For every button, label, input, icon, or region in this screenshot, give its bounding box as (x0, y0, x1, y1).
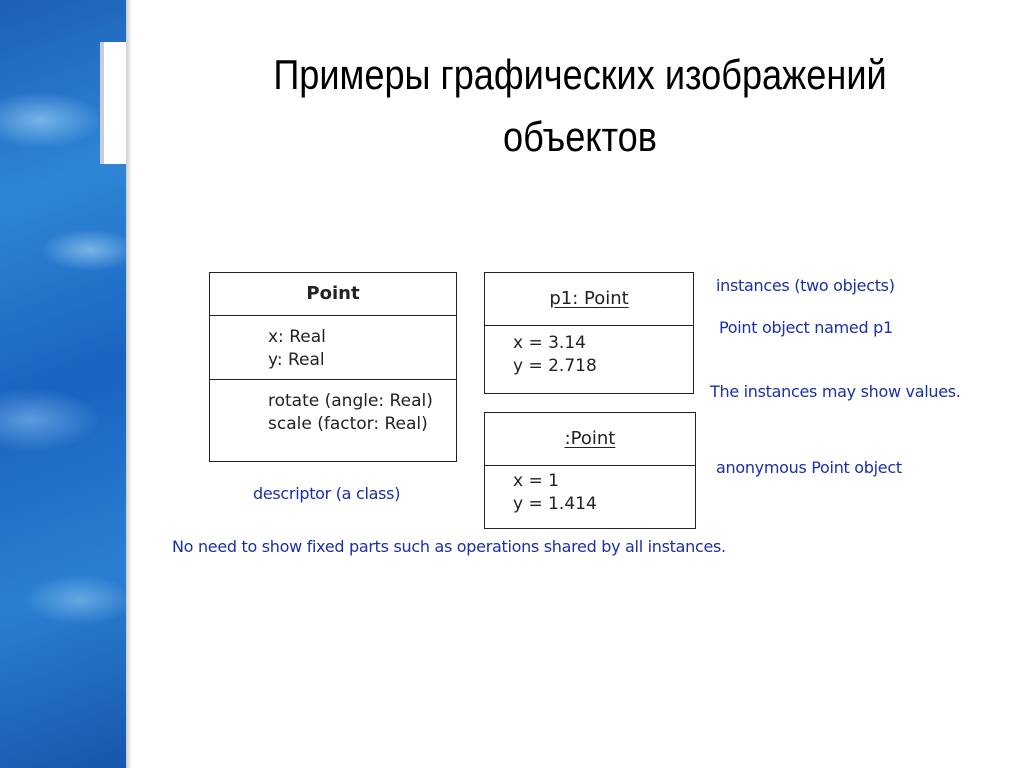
object-value: y = 2.718 (513, 356, 597, 376)
object-name-compartment (485, 413, 695, 465)
class-operations-compartment (210, 379, 456, 459)
side-band-edge (126, 0, 132, 768)
object-value: x = 1 (513, 471, 559, 491)
object-name: p1: Point (549, 288, 629, 309)
class-operation: rotate (angle: Real) (268, 391, 433, 411)
note-values: The instances may show values. (710, 382, 961, 401)
class-name-compartment (210, 273, 456, 315)
note-class-descriptor: descriptor (a class) (253, 484, 401, 503)
object-values-compartment (485, 325, 693, 391)
object-box-anonymous (484, 412, 696, 529)
object-box-p1 (484, 272, 694, 394)
slide-title-line-1: Примеры графических изображений (273, 51, 887, 98)
object-name: :Point (564, 428, 616, 449)
class-attributes-compartment (210, 315, 456, 379)
class-name: Point (306, 283, 360, 304)
slide-title-line-2: объектов (503, 113, 657, 160)
slide-title (219, 44, 941, 168)
object-name-compartment (485, 273, 693, 325)
note-instances: instances (two objects) (716, 276, 895, 295)
note-p1: Point object named p1 (719, 318, 893, 337)
object-value: x = 3.14 (513, 333, 586, 353)
object-value: y = 1.414 (513, 494, 597, 514)
class-operation: scale (factor: Real) (268, 414, 428, 434)
object-values-compartment (485, 465, 695, 526)
note-anonymous: anonymous Point object (716, 458, 902, 477)
side-band-notch (100, 42, 128, 164)
side-band-notch-edge (100, 42, 104, 164)
class-attribute: x: Real (268, 327, 326, 347)
class-attribute: y: Real (268, 350, 325, 370)
class-box-point (209, 272, 457, 462)
note-fixed-parts: No need to show fixed parts such as operations shared by all instances. (172, 537, 726, 556)
